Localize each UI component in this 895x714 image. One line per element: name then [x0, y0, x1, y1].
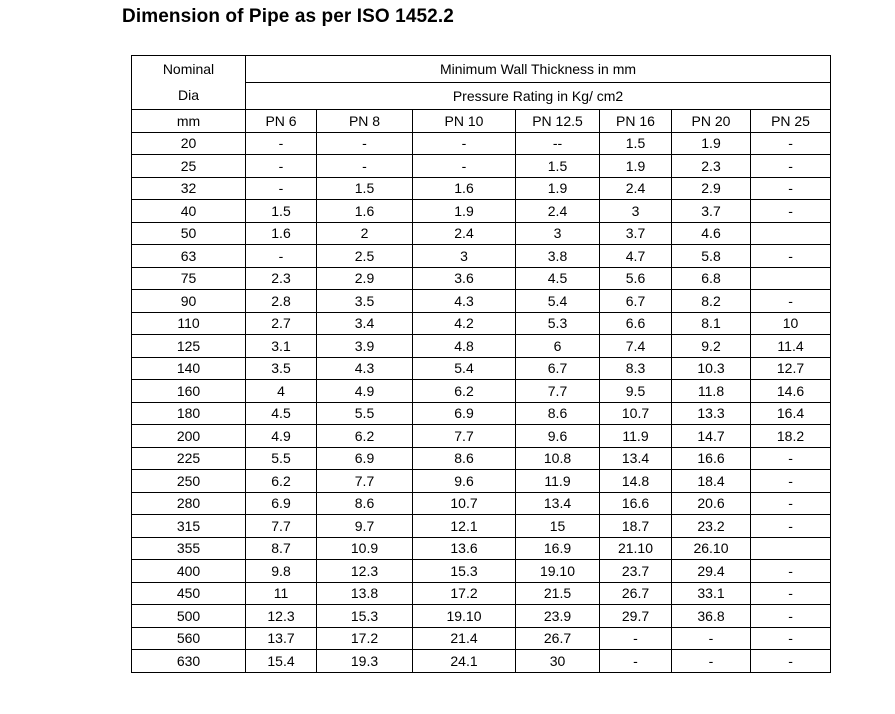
wall-thickness-cell: 7.7	[246, 515, 317, 538]
column-header: PN 10	[413, 110, 516, 133]
wall-thickness-cell: 4.2	[413, 312, 516, 335]
wall-thickness-cell: -	[751, 582, 831, 605]
nominal-dia-cell: 180	[132, 402, 246, 425]
nominal-dia-cell: 40	[132, 200, 246, 223]
wall-thickness-cell: 1.6	[246, 222, 317, 245]
wall-thickness-cell: 16.9	[516, 537, 600, 560]
table-row	[132, 155, 831, 178]
nominal-dia-cell: 110	[132, 312, 246, 335]
nominal-dia-cell: 450	[132, 582, 246, 605]
wall-thickness-cell: 12.7	[751, 357, 831, 380]
wall-thickness-cell: 15.3	[413, 560, 516, 583]
wall-thickness-cell: 16.4	[751, 402, 831, 425]
wall-thickness-cell: -	[751, 515, 831, 538]
wall-thickness-cell: 8.6	[516, 402, 600, 425]
nominal-header-line1: Nominal	[132, 56, 246, 83]
column-header: PN 16	[600, 110, 672, 133]
table-row	[132, 290, 831, 313]
wall-thickness-cell: -	[672, 650, 751, 673]
wall-thickness-cell: 6.2	[246, 470, 317, 493]
wall-thickness-cell: 1.5	[600, 132, 672, 155]
nominal-dia-cell: 630	[132, 650, 246, 673]
wall-thickness-cell: 4.7	[600, 245, 672, 268]
table-row	[132, 560, 831, 583]
wall-thickness-cell: 26.10	[672, 537, 751, 560]
wall-thickness-cell: -	[751, 492, 831, 515]
wall-thickness-cell: -	[751, 245, 831, 268]
wall-thickness-cell: -	[600, 650, 672, 673]
wall-thickness-cell: 33.1	[672, 582, 751, 605]
wall-thickness-cell: 12.3	[246, 605, 317, 628]
wall-thickness-cell: 5.3	[516, 312, 600, 335]
wall-thickness-cell: 10.7	[600, 402, 672, 425]
header-row-1	[132, 56, 831, 83]
wall-thickness-cell: 4	[246, 380, 317, 403]
wall-thickness-cell: 7.7	[413, 425, 516, 448]
wall-thickness-cell: 23.2	[672, 515, 751, 538]
wall-thickness-cell	[751, 222, 831, 245]
wall-thickness-cell: -	[751, 132, 831, 155]
wall-thickness-cell: 15	[516, 515, 600, 538]
wall-thickness-cell: 12.3	[317, 560, 413, 583]
nominal-dia-cell: 225	[132, 447, 246, 470]
wall-thickness-cell: 6.8	[672, 267, 751, 290]
nominal-dia-cell: 32	[132, 177, 246, 200]
table-row	[132, 470, 831, 493]
column-header: PN 25	[751, 110, 831, 133]
wall-thickness-cell: 3.1	[246, 335, 317, 358]
table-row	[132, 402, 831, 425]
wall-thickness-cell: 16.6	[672, 447, 751, 470]
wall-thickness-cell: -	[246, 132, 317, 155]
wall-thickness-cell: 21.4	[413, 627, 516, 650]
table-row	[132, 650, 831, 673]
wall-thickness-cell: 8.6	[317, 492, 413, 515]
wall-thickness-cell: 11.9	[516, 470, 600, 493]
wall-thickness-cell: 13.4	[600, 447, 672, 470]
nominal-dia-cell: 25	[132, 155, 246, 178]
wall-thickness-cell: 1.6	[317, 200, 413, 223]
nominal-dia-cell: 75	[132, 267, 246, 290]
table-row	[132, 132, 831, 155]
wall-thickness-cell: 14.6	[751, 380, 831, 403]
wall-thickness-cell: 3	[413, 245, 516, 268]
wall-thickness-cell: 17.2	[413, 582, 516, 605]
wall-thickness-cell: -	[751, 200, 831, 223]
wall-thickness-cell: 4.9	[317, 380, 413, 403]
nominal-dia-cell: 20	[132, 132, 246, 155]
wall-thickness-cell: 1.5	[317, 177, 413, 200]
wall-thickness-cell: 23.7	[600, 560, 672, 583]
wall-thickness-cell: 19.10	[516, 560, 600, 583]
wall-thickness-cell: 8.6	[413, 447, 516, 470]
table-row	[132, 605, 831, 628]
table-row	[132, 312, 831, 335]
wall-thickness-cell: 14.7	[672, 425, 751, 448]
wall-thickness-cell: 13.7	[246, 627, 317, 650]
pressure-rating-header: Pressure Rating in Kg/ cm2	[246, 83, 831, 110]
wall-thickness-cell: 6.7	[516, 357, 600, 380]
wall-thickness-cell: 9.2	[672, 335, 751, 358]
wall-thickness-cell: -	[751, 177, 831, 200]
wall-thickness-cell: 4.3	[317, 357, 413, 380]
column-header: PN 20	[672, 110, 751, 133]
wall-thickness-cell: 12.1	[413, 515, 516, 538]
table-row	[132, 582, 831, 605]
wall-thickness-cell: 9.6	[516, 425, 600, 448]
wall-thickness-cell: 4.3	[413, 290, 516, 313]
wall-thickness-cell: 5.5	[246, 447, 317, 470]
wall-thickness-cell: 2.5	[317, 245, 413, 268]
wall-thickness-cell: -	[413, 155, 516, 178]
wall-thickness-cell: 26.7	[516, 627, 600, 650]
nominal-dia-cell: 50	[132, 222, 246, 245]
wall-thickness-cell	[751, 537, 831, 560]
wall-thickness-cell: 6.2	[317, 425, 413, 448]
wall-thickness-cell: 14.8	[600, 470, 672, 493]
wall-thickness-cell: 19.3	[317, 650, 413, 673]
page-title: Dimension of Pipe as per ISO 1452.2	[122, 6, 454, 27]
table-row	[132, 177, 831, 200]
wall-thickness-cell: 7.7	[516, 380, 600, 403]
wall-thickness-cell: 15.3	[317, 605, 413, 628]
wall-thickness-cell: 2.7	[246, 312, 317, 335]
wall-thickness-cell: 8.7	[246, 537, 317, 560]
nominal-dia-cell: 560	[132, 627, 246, 650]
wall-thickness-cell: 3.8	[516, 245, 600, 268]
wall-thickness-cell: 18.2	[751, 425, 831, 448]
wall-thickness-cell: 6.9	[317, 447, 413, 470]
nominal-dia-cell: 90	[132, 290, 246, 313]
table-row	[132, 380, 831, 403]
wall-thickness-cell: 1.5	[516, 155, 600, 178]
wall-thickness-cell: 17.2	[317, 627, 413, 650]
wall-thickness-cell: 10	[751, 312, 831, 335]
wall-thickness-cell: 7.4	[600, 335, 672, 358]
wall-thickness-cell: 5.6	[600, 267, 672, 290]
nominal-dia-cell: 315	[132, 515, 246, 538]
table-row	[132, 335, 831, 358]
wall-thickness-cell: 30	[516, 650, 600, 673]
wall-thickness-cell: 4.5	[516, 267, 600, 290]
wall-thickness-cell: -	[751, 627, 831, 650]
wall-thickness-cell: 13.8	[317, 582, 413, 605]
wall-thickness-cell: 24.1	[413, 650, 516, 673]
wall-thickness-cell: 2.4	[413, 222, 516, 245]
nominal-dia-cell: 250	[132, 470, 246, 493]
wall-thickness-cell: 18.7	[600, 515, 672, 538]
table-row	[132, 627, 831, 650]
wall-thickness-cell: 5.5	[317, 402, 413, 425]
wall-thickness-cell	[751, 267, 831, 290]
wall-thickness-cell: 5.4	[413, 357, 516, 380]
wall-thickness-cell: 3	[516, 222, 600, 245]
wall-thickness-cell: 9.5	[600, 380, 672, 403]
wall-thickness-cell: 2	[317, 222, 413, 245]
wall-thickness-cell: 15.4	[246, 650, 317, 673]
wall-thickness-cell: 13.3	[672, 402, 751, 425]
wall-thickness-cell: 20.6	[672, 492, 751, 515]
wall-thickness-cell: 21.10	[600, 537, 672, 560]
wall-thickness-cell: 11	[246, 582, 317, 605]
wall-thickness-cell: 11.8	[672, 380, 751, 403]
column-header-row	[132, 110, 831, 133]
wall-thickness-cell: 2.9	[317, 267, 413, 290]
table-row	[132, 222, 831, 245]
wall-thickness-cell: 10.7	[413, 492, 516, 515]
wall-thickness-cell: 3.5	[317, 290, 413, 313]
unit-header: mm	[132, 110, 246, 133]
nominal-dia-cell: 125	[132, 335, 246, 358]
wall-thickness-cell: -	[246, 245, 317, 268]
wall-thickness-cell: 19.10	[413, 605, 516, 628]
wall-thickness-cell: -	[751, 447, 831, 470]
table-row	[132, 245, 831, 268]
wall-thickness-cell: -	[246, 177, 317, 200]
wall-thickness-cell: 3.6	[413, 267, 516, 290]
wall-thickness-cell: -	[246, 155, 317, 178]
table-row	[132, 357, 831, 380]
wall-thickness-cell: 2.3	[246, 267, 317, 290]
table-row	[132, 425, 831, 448]
nominal-dia-cell: 140	[132, 357, 246, 380]
wall-thickness-cell: 6.9	[246, 492, 317, 515]
wall-thickness-cell: 7.7	[317, 470, 413, 493]
wall-thickness-cell: 2.3	[672, 155, 751, 178]
wall-thickness-cell: 6	[516, 335, 600, 358]
wall-thickness-cell: 8.2	[672, 290, 751, 313]
wall-thickness-cell: 23.9	[516, 605, 600, 628]
wall-thickness-cell: 3.9	[317, 335, 413, 358]
header-row-2	[132, 83, 831, 110]
wall-thickness-cell: -	[600, 627, 672, 650]
wall-thickness-cell: -	[751, 605, 831, 628]
table-row	[132, 267, 831, 290]
wall-thickness-cell: 11.9	[600, 425, 672, 448]
wall-thickness-cell: 6.7	[600, 290, 672, 313]
wall-thickness-cell: 29.4	[672, 560, 751, 583]
wall-thickness-cell: 3.7	[672, 200, 751, 223]
wall-thickness-cell: 3.7	[600, 222, 672, 245]
wall-thickness-cell: 6.6	[600, 312, 672, 335]
wall-thickness-cell: -	[751, 155, 831, 178]
wall-thickness-cell: 1.9	[672, 132, 751, 155]
wall-thickness-cell: -	[751, 290, 831, 313]
wall-thickness-cell: 10.3	[672, 357, 751, 380]
wall-thickness-cell: 4.6	[672, 222, 751, 245]
wall-thickness-cell: 1.5	[246, 200, 317, 223]
nominal-dia-cell: 200	[132, 425, 246, 448]
wall-thickness-cell: 36.8	[672, 605, 751, 628]
wall-thickness-cell: 10.8	[516, 447, 600, 470]
wall-thickness-cell: -	[317, 155, 413, 178]
wall-thickness-cell: -	[413, 132, 516, 155]
wall-thickness-cell: 2.4	[600, 177, 672, 200]
table-body	[132, 56, 831, 673]
wall-thickness-cell: -	[751, 650, 831, 673]
wall-thickness-cell: 1.9	[516, 177, 600, 200]
column-header: PN 12.5	[516, 110, 600, 133]
wall-thickness-cell: 1.9	[600, 155, 672, 178]
wall-thickness-cell: 2.9	[672, 177, 751, 200]
nominal-header-line2: Dia	[132, 83, 246, 110]
wall-thickness-cell: 26.7	[600, 582, 672, 605]
wall-thickness-cell: -	[317, 132, 413, 155]
nominal-dia-cell: 63	[132, 245, 246, 268]
wall-thickness-cell: 8.1	[672, 312, 751, 335]
table-row	[132, 537, 831, 560]
wall-thickness-cell: 1.9	[413, 200, 516, 223]
wall-thickness-cell: 9.8	[246, 560, 317, 583]
wall-thickness-cell: 6.9	[413, 402, 516, 425]
wall-thickness-cell: 4.9	[246, 425, 317, 448]
wall-thickness-cell: 29.7	[600, 605, 672, 628]
table-row	[132, 200, 831, 223]
column-header: PN 8	[317, 110, 413, 133]
pipe-dimension-table	[131, 55, 831, 673]
wall-thickness-cell: --	[516, 132, 600, 155]
wall-thickness-cell: 8.3	[600, 357, 672, 380]
wall-thickness-cell: 13.4	[516, 492, 600, 515]
wall-thickness-cell: 3	[600, 200, 672, 223]
wall-thickness-cell: 4.5	[246, 402, 317, 425]
nominal-dia-cell: 500	[132, 605, 246, 628]
wall-thickness-cell: 3.5	[246, 357, 317, 380]
wall-thickness-cell: 16.6	[600, 492, 672, 515]
wall-thickness-cell: 2.8	[246, 290, 317, 313]
group-header: Minimum Wall Thickness in mm	[246, 56, 831, 83]
nominal-dia-cell: 400	[132, 560, 246, 583]
wall-thickness-cell: 1.6	[413, 177, 516, 200]
wall-thickness-cell: 18.4	[672, 470, 751, 493]
wall-thickness-cell: 10.9	[317, 537, 413, 560]
wall-thickness-cell: 21.5	[516, 582, 600, 605]
wall-thickness-cell: 9.7	[317, 515, 413, 538]
nominal-dia-cell: 160	[132, 380, 246, 403]
wall-thickness-cell: 13.6	[413, 537, 516, 560]
table-row	[132, 492, 831, 515]
column-header: PN 6	[246, 110, 317, 133]
nominal-dia-cell: 280	[132, 492, 246, 515]
wall-thickness-cell: 9.6	[413, 470, 516, 493]
wall-thickness-cell: 6.2	[413, 380, 516, 403]
wall-thickness-cell: 2.4	[516, 200, 600, 223]
wall-thickness-cell: 3.4	[317, 312, 413, 335]
table-row	[132, 515, 831, 538]
wall-thickness-cell: 11.4	[751, 335, 831, 358]
wall-thickness-cell: -	[751, 470, 831, 493]
nominal-dia-cell: 355	[132, 537, 246, 560]
wall-thickness-cell: 5.4	[516, 290, 600, 313]
wall-thickness-cell: 4.8	[413, 335, 516, 358]
table-row	[132, 447, 831, 470]
wall-thickness-cell: -	[751, 560, 831, 583]
wall-thickness-cell: -	[672, 627, 751, 650]
wall-thickness-cell: 5.8	[672, 245, 751, 268]
